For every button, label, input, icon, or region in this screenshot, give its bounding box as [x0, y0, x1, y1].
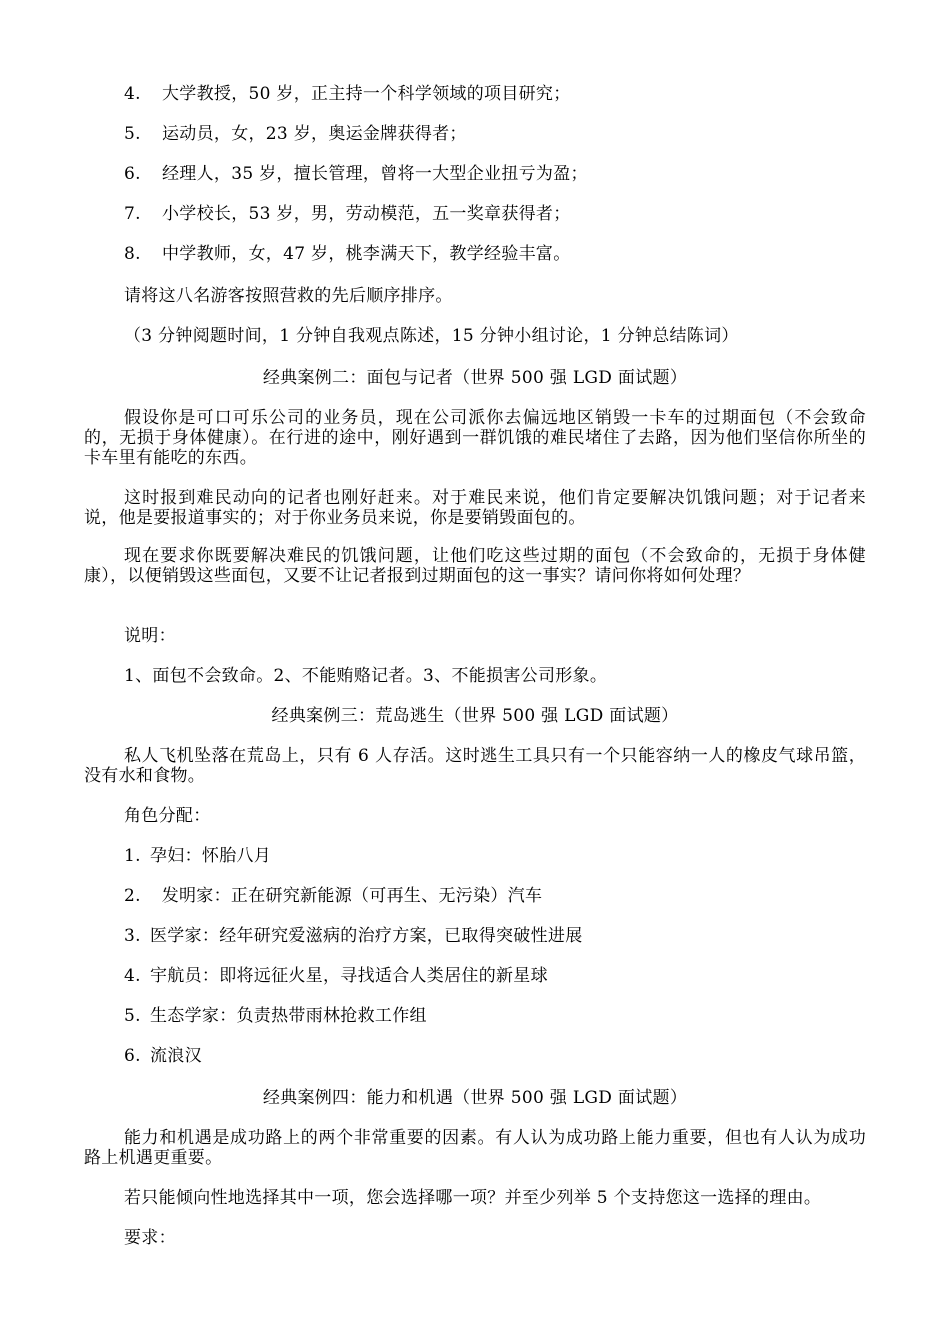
- list-item-number: 8.: [124, 244, 141, 264]
- list-item-number: 7.: [124, 204, 141, 224]
- list-item-text: 运动员，女，23 岁，奥运金牌获得者；: [162, 124, 467, 144]
- role-text: 生态学家：负责热带雨林抢救工作组: [150, 1006, 427, 1026]
- case2-note: 1、面包不会致命。2、不能贿赂记者。3、不能损害公司形象。: [124, 666, 608, 686]
- case2-paragraph-1: 假设你是可口可乐公司的业务员，现在公司派你去偏远地区销毁一卡车的过期面包（不会致命的，无损于身体健康）。在行进的途中，刚好遇到一群饥饿的难民堵住了去路，因为他们坚信你所坐的卡车里有能吃的东西。: [84, 408, 866, 468]
- role-item: [124, 926, 583, 946]
- role-text: 流浪汉: [150, 1046, 202, 1066]
- case3-title: 经典案例三：荒岛逃生（世界 500 强 LGD 面试题）: [271, 706, 679, 726]
- case2-paragraph-3: 现在要求你既要解决难民的饥饿问题，让他们吃这些过期的面包（不会致命的，无损于身体健康），以便销毁这些面包，又要不让记者报到过期面包的这一事实？请问你将如何处理？: [84, 546, 866, 586]
- list-item-text: 大学教授，50 岁，正主持一个科学领域的项目研究；: [162, 84, 571, 104]
- case2-note-label: 说明：: [124, 626, 176, 646]
- case4-title: 经典案例四：能力和机遇（世界 500 强 LGD 面试题）: [262, 1088, 688, 1108]
- role-item: [124, 1006, 427, 1026]
- case1-timing: （3 分钟阅题时间，1 分钟自我观点陈述，15 分钟小组讨论，1 分钟总结陈词）: [124, 326, 739, 346]
- role-number: 3.: [124, 926, 141, 946]
- role-text: 宇航员：即将远征火星，寻找适合人类居住的新星球: [150, 966, 548, 986]
- case2-paragraph-2: 这时报到难民动向的记者也刚好赶来。对于难民来说，他们肯定要解决饥饿问题；对于记者来说，他是要报道事实的；对于你业务员来说，你是要销毁面包的。: [84, 488, 866, 528]
- list-item-number: 4.: [124, 84, 141, 104]
- list-item: [124, 244, 571, 264]
- list-item-text: 小学校长，53 岁，男，劳动模范，五一奖章获得者；: [162, 204, 571, 224]
- list-item: [124, 124, 467, 144]
- case3-roles-label: 角色分配：: [124, 806, 211, 826]
- case1-task: 请将这八名游客按照营救的先后顺序排序。: [124, 286, 453, 306]
- case4-paragraph-1: 能力和机遇是成功路上的两个非常重要的因素。有人认为成功路上能力重要，但也有人认为成功路上机遇更重要。: [84, 1128, 866, 1168]
- role-number: 1.: [124, 846, 141, 866]
- list-item-text: 经理人，35 岁，擅长管理，曾将一大型企业扭亏为盈；: [162, 164, 588, 184]
- case3-paragraph-1: 私人飞机坠落在荒岛上，只有 6 人存活。这时逃生工具只有一个只能容纳一人的橡皮气球吊篮，没有水和食物。: [84, 746, 866, 786]
- role-number: 4.: [124, 966, 141, 986]
- list-item-number: 6.: [124, 164, 141, 184]
- role-text: 孕妇：怀胎八月: [150, 846, 272, 866]
- role-item: [124, 886, 542, 906]
- list-item-text: 中学教师，女，47 岁，桃李满天下，教学经验丰富。: [162, 244, 571, 264]
- role-text: 发明家：正在研究新能源（可再生、无污染）汽车: [156, 886, 543, 906]
- list-item: [124, 204, 571, 224]
- case4-requirements-label: 要求：: [124, 1228, 176, 1248]
- role-item: [124, 1046, 202, 1066]
- role-item: [124, 966, 548, 986]
- case2-title: 经典案例二：面包与记者（世界 500 强 LGD 面试题）: [262, 368, 688, 388]
- list-item: [124, 164, 588, 184]
- role-number: 2.: [124, 886, 141, 906]
- role-item: [124, 846, 271, 866]
- role-number: 6.: [124, 1046, 141, 1066]
- role-number: 5.: [124, 1006, 141, 1026]
- role-text: 医学家：经年研究爱滋病的治疗方案，已取得突破性进展: [150, 926, 583, 946]
- case4-paragraph-2: 若只能倾向性地选择其中一项，您会选择哪一项？并至少列举 5 个支持您这一选择的理由。: [124, 1188, 822, 1208]
- list-item-number: 5.: [124, 124, 141, 144]
- list-item: [124, 84, 571, 104]
